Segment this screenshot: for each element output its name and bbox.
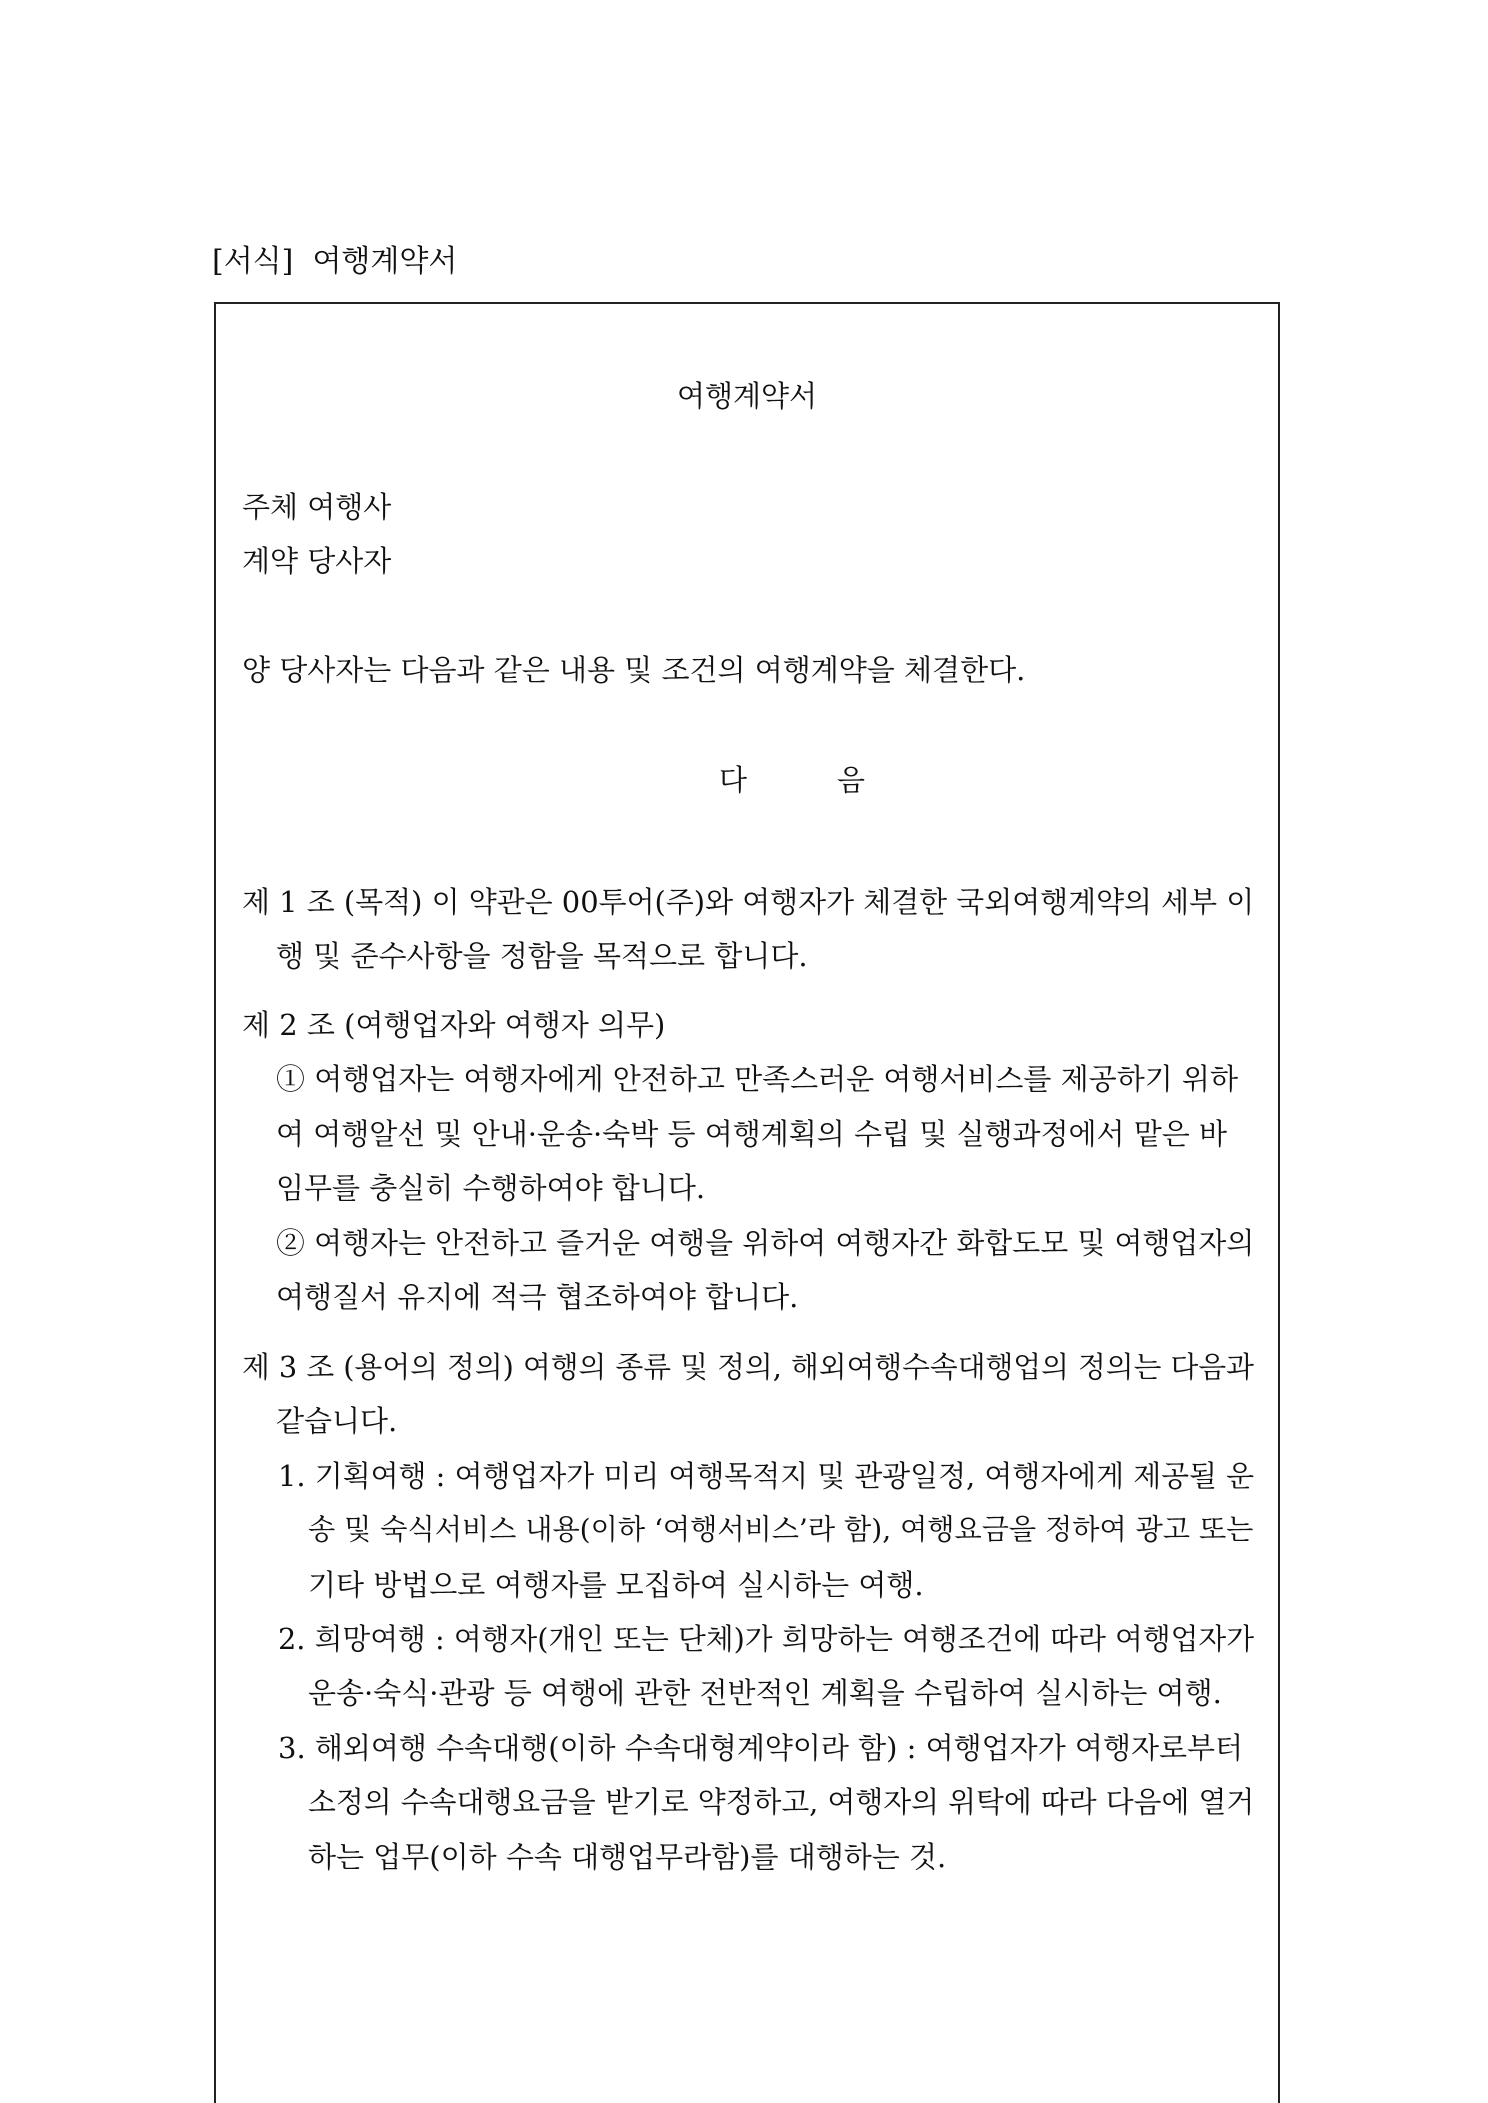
article-3-item-3-line-1: 3. 해외여행 수속대행(이하 수속대형계약이라 함) : 여행업자가 여행자로부터 xyxy=(278,1731,1244,1765)
article-2-para-1-line-3: 임무를 충실히 수행하여야 합니다. xyxy=(276,1171,706,1205)
intro-sentence: 양 당사자는 다음과 같은 내용 및 조건의 여행계약을 체결한다. xyxy=(242,653,1026,687)
article-3-item-1-line-2: 송 및 숙식서비스 내용(이하 ‘여행서비스’라 함), 여행요금을 정하여 광고 또는 xyxy=(308,1513,1254,1546)
article-2-title: 제 2 조 (여행업자와 여행자 의무) xyxy=(242,1008,666,1042)
contract-document xyxy=(214,302,1280,2103)
article-3-line-1: 제 3 조 (용어의 정의) 여행의 종류 및 정의, 해외여행수속대행업의 정의는 다음과 xyxy=(242,1350,1254,1384)
article-2-para-1-line-2: 여 여행알선 및 안내·운송·숙박 등 여행계획의 수립 및 실행과정에서 맡은 바 xyxy=(276,1117,1228,1151)
article-1-line-2: 행 및 준수사항을 정함을 목적으로 합니다. xyxy=(276,939,808,973)
document-title: 여행계약서 xyxy=(676,379,818,413)
article-3-item-1-line-3: 기타 방법으로 여행자를 모집하여 실시하는 여행. xyxy=(308,1568,924,1602)
article-3-item-1-line-1: 1. 기획여행 : 여행업자가 미리 여행목적지 및 관광일정, 여행자에게 제공될 운 xyxy=(278,1459,1255,1493)
article-3-line-2: 같습니다. xyxy=(276,1404,398,1438)
organizer-line: 주체 여행사 xyxy=(242,490,392,524)
article-2-para-2-line-1: ② 여행자는 안전하고 즐거운 여행을 위하여 여행자간 화합도모 및 여행업자의 xyxy=(276,1226,1255,1260)
form-label: [서식] 여행계약서 xyxy=(212,244,458,279)
article-3-item-3-line-2: 소정의 수속대행요금을 받기로 약정하고, 여행자의 위탁에 따라 다음에 열거 xyxy=(308,1785,1255,1819)
contractor-line: 계약 당사자 xyxy=(242,544,392,578)
article-3-item-2-line-1: 2. 희망여행 : 여행자(개인 또는 단체)가 희망하는 여행조건에 따라 여행업자가 xyxy=(278,1622,1255,1656)
article-3-item-2-line-2: 운송·숙식·관광 등 여행에 관한 전반적인 계획을 수립하여 실시하는 여행. xyxy=(308,1676,1222,1710)
article-2-para-2-line-2: 여행질서 유지에 적극 협조하여야 합니다. xyxy=(276,1280,799,1314)
article-3-item-3-line-3: 하는 업무(이하 수속 대행업무라함)를 대행하는 것. xyxy=(308,1840,947,1874)
article-2-para-1-line-1: ① 여행업자는 여행자에게 안전하고 만족스러운 여행서비스를 제공하기 위하 xyxy=(276,1062,1238,1096)
article-1-line-1: 제 1 조 (목적) 이 약관은 00투어(주)와 여행자가 체결한 국외여행계약의 세부 이 xyxy=(242,885,1255,919)
section-heading: 다음 xyxy=(718,763,956,797)
